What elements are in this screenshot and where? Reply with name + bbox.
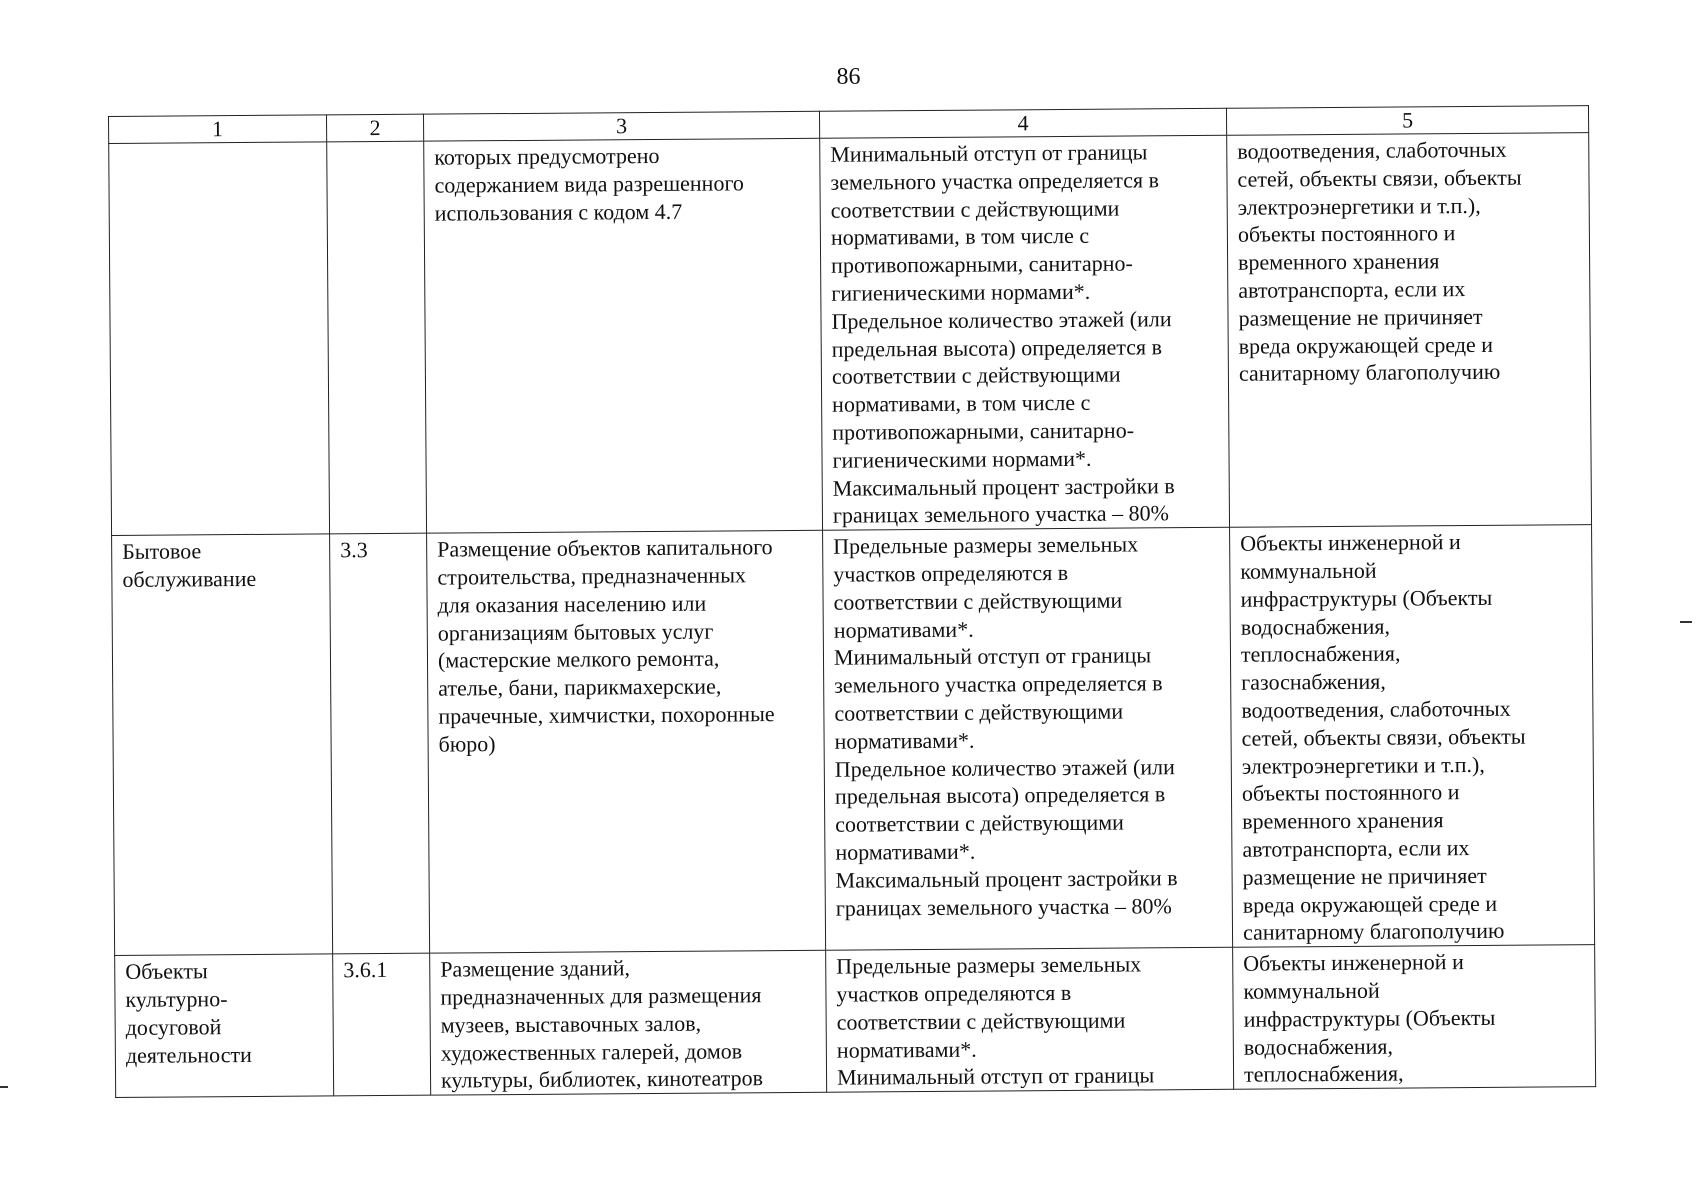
auxiliary-uses: Объекты инженерной и коммунальной инфраструктуры (Объекты водоснабжения, теплоснабжения, — [1243, 949, 1496, 1087]
regulations-table — [108, 105, 1596, 1098]
use-description: Размещение зданий, предназначенных для размещения музеев, выставочных залов, художественных галерей, домов культуры, библиотек, кинотеатров — [440, 955, 764, 1093]
use-name: Объекты культурно- досуговой деятельности — [125, 958, 252, 1068]
auxiliary-uses-cell — [1233, 945, 1596, 1090]
use-name — [119, 144, 317, 145]
parameters-cell — [826, 947, 1234, 1092]
use-name: Бытовое обслуживание — [122, 538, 257, 592]
use-code-cell — [333, 953, 431, 1096]
column-header-3: 3 — [423, 111, 819, 141]
parameters-cell — [823, 527, 1233, 950]
auxiliary-uses-cell — [1230, 525, 1595, 948]
parameters: Минимальный отступ от границы земельного участка определяется в соответствии с действующими нормативами, в том числе с противопожарными, санитарно- гигиеническими нормами*. Предельное количество этажей (или предельная высота) определяется в соответствии с действующими нормативами, в том числе с противопожарными, санитарно- гигиеническими нормами*. Максимальный процент застройки в границах земельного участка – 80% — [830, 139, 1175, 529]
use-code: 3.3 — [340, 537, 368, 563]
column-header-5: 5 — [1226, 106, 1588, 136]
table-row — [115, 945, 1596, 1098]
column-header-1: 1 — [109, 115, 327, 144]
use-name-cell — [112, 534, 333, 956]
parameters-cell — [820, 135, 1230, 530]
table-row — [112, 525, 1595, 956]
use-description-cell — [430, 950, 827, 1095]
scan-margin-mark — [0, 1086, 8, 1088]
scan-margin-mark — [1680, 621, 1692, 623]
use-description: которых предусмотрено содержанием вида разрешенного использования с кодом 4.7 — [434, 142, 744, 226]
column-header-4: 4 — [819, 108, 1226, 138]
table-row — [109, 133, 1592, 536]
document-sheet — [108, 105, 1595, 1098]
parameters: Предельные размеры земельных участков определяются в соответствии с действующими нормативами*. Минимальный отступ от границы земельного участка определяется в соответствии с действующими нормативами*. Предельное количество этажей (или предельная высота) определяется в соответствии с действующими нормативами*. Максимальный процент застройки в границах земельного участка – 80% — [833, 531, 1178, 921]
auxiliary-uses: водоотведения, слаботочных сетей, объекты связи, объекты электроэнергетики и т.п.), объекты постоянного и временного хранения автотранспорта, если их размещение не причиняет вреда окружающей среде и санитарному благополучию — [1237, 136, 1522, 387]
auxiliary-uses: Объекты инженерной и коммунальной инфраструктуры (Объекты водоснабжения, теплоснабжения, газоснабжения, водоотведения, слаботочных сетей, объекты связи, объекты электроэнергетики и т.п.), объекты постоянного и временного хранения автотранспорта, если их размещение не причиняет вреда окружающей среде и санитарному благополучию — [1240, 529, 1526, 946]
use-description-cell — [427, 530, 826, 953]
use-name-cell — [109, 142, 330, 536]
column-header-2: 2 — [326, 114, 423, 142]
use-description: Размещение объектов капитального строительства, предназначенных для оказания населению или организациям бытовых услуг (мастерские мелкого ремонта, ателье, бани, парикмахерские, прачечные, химчистки, похоронные бюро) — [437, 534, 775, 757]
parameters: Предельные размеры земельных участков определяются в соответствии с действующими нормативами*. Минимальный отступ от границы — [836, 951, 1155, 1090]
use-code-cell — [330, 533, 430, 954]
auxiliary-uses-cell — [1227, 133, 1592, 528]
use-code: 3.6.1 — [343, 957, 388, 983]
use-name-cell — [115, 954, 334, 1098]
page-number: 86 — [836, 64, 861, 90]
use-code — [337, 144, 414, 145]
use-description-cell — [424, 138, 823, 533]
use-code-cell — [327, 141, 427, 534]
